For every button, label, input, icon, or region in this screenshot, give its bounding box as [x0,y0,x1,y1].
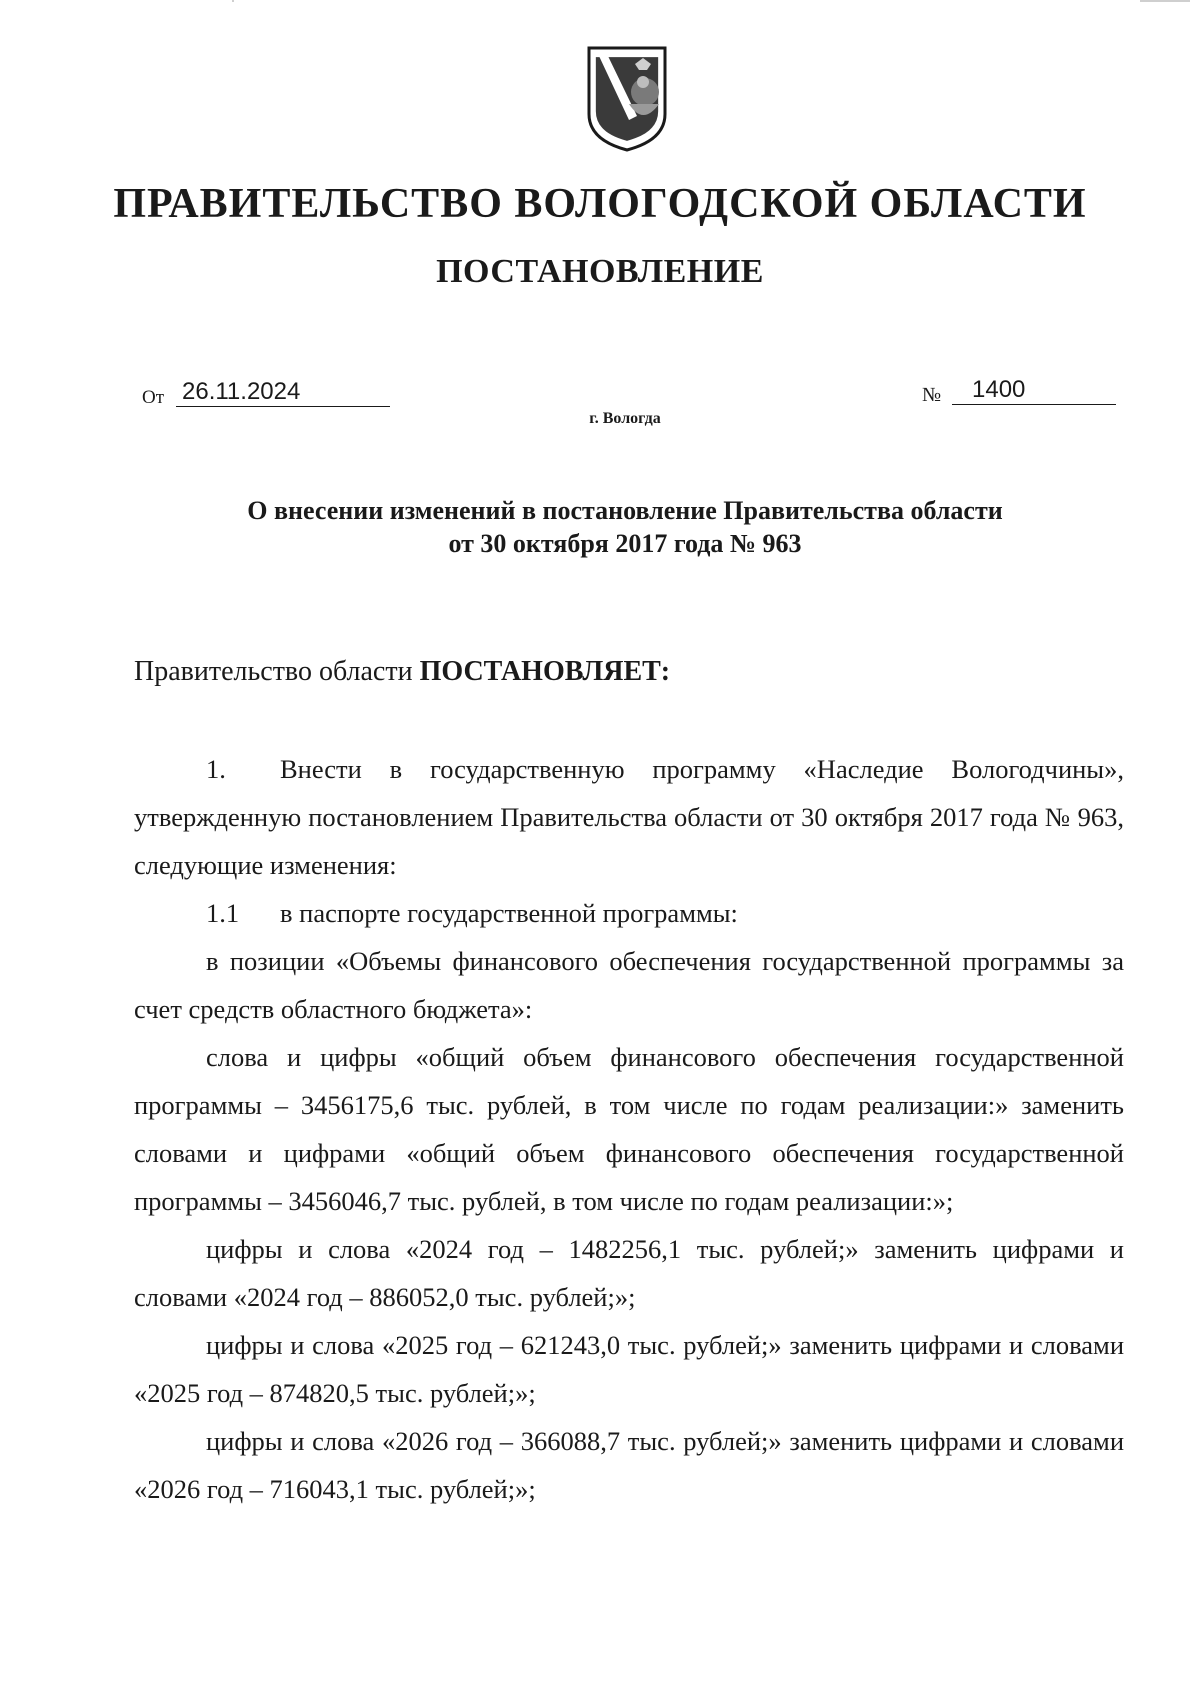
paragraph [134,1417,1124,1513]
scan-artifact [1140,0,1190,2]
preamble-action: ПОСТАНОВЛЯЕТ: [419,656,671,687]
paragraph [134,937,1124,1033]
preamble [134,656,670,688]
paragraph-text: в позиции «Объемы финансового обеспечения государственной программы за счет средств областного бюджета»: [134,946,1124,1024]
paragraph [134,745,1124,889]
paragraph [134,1225,1124,1321]
paragraph-text: Внести в государственную программу «Наследие Вологодчины», утвержденную постановлением Правительства области от 30 октября 2017 года № 963, следующие изменения: [134,754,1124,880]
document-type: ПОСТАНОВЛЕНИЕ [436,253,764,290]
document-body [134,745,1124,1513]
date-value: 26.11.2024 [176,378,390,407]
document-subject [0,494,1200,560]
preamble-text: Правительство области [134,656,413,687]
paragraph-text: цифры и слова «2025 год – 621243,0 тыс. рублей;» заменить цифрами и словами «2025 год – 874820,5 тыс. рублей;»; [134,1330,1124,1408]
paragraph-text: в паспорте государственной программы: [280,898,738,928]
city: г. Вологда [589,410,661,427]
paragraph-number: 1.1 [206,898,240,928]
paragraph-text: цифры и слова «2026 год – 366088,7 тыс. рублей;» заменить цифрами и словами «2026 год – 716043,1 тыс. рублей;»; [134,1426,1124,1504]
date-prefix: От [142,387,165,408]
coat-of-arms-icon [585,44,669,154]
paragraph-text: слова и цифры «общий объем финансового обеспечения государственной программы – 3456175,6 тыс. рублей, в том числе по годам реализации:» заменить словами и цифрами «общий объем финансового обеспечения государственной программы – 3456046,7 тыс. рублей, в том числе по годам реализации:»; [134,1042,1124,1216]
number-value: 1400 [952,376,1116,405]
paragraph-text: цифры и слова «2024 год – 1482256,1 тыс. рублей;» заменить цифрами и словами «2024 год – 886052,0 тыс. рублей;»; [134,1234,1124,1312]
paragraph [134,889,1124,937]
subject-line-1: О внесении изменений в постановление Правительства области [247,496,1003,525]
paragraph [134,1033,1124,1225]
paragraph-number: 1. [206,754,226,784]
subject-line-2: от 30 октября 2017 года № 963 [448,529,802,558]
number-prefix: № [922,384,942,406]
organization-title: ПРАВИТЕЛЬСТВО ВОЛОГОДСКОЙ ОБЛАСТИ [113,181,1087,227]
scan-artifact [232,0,234,2]
paragraph [134,1321,1124,1417]
